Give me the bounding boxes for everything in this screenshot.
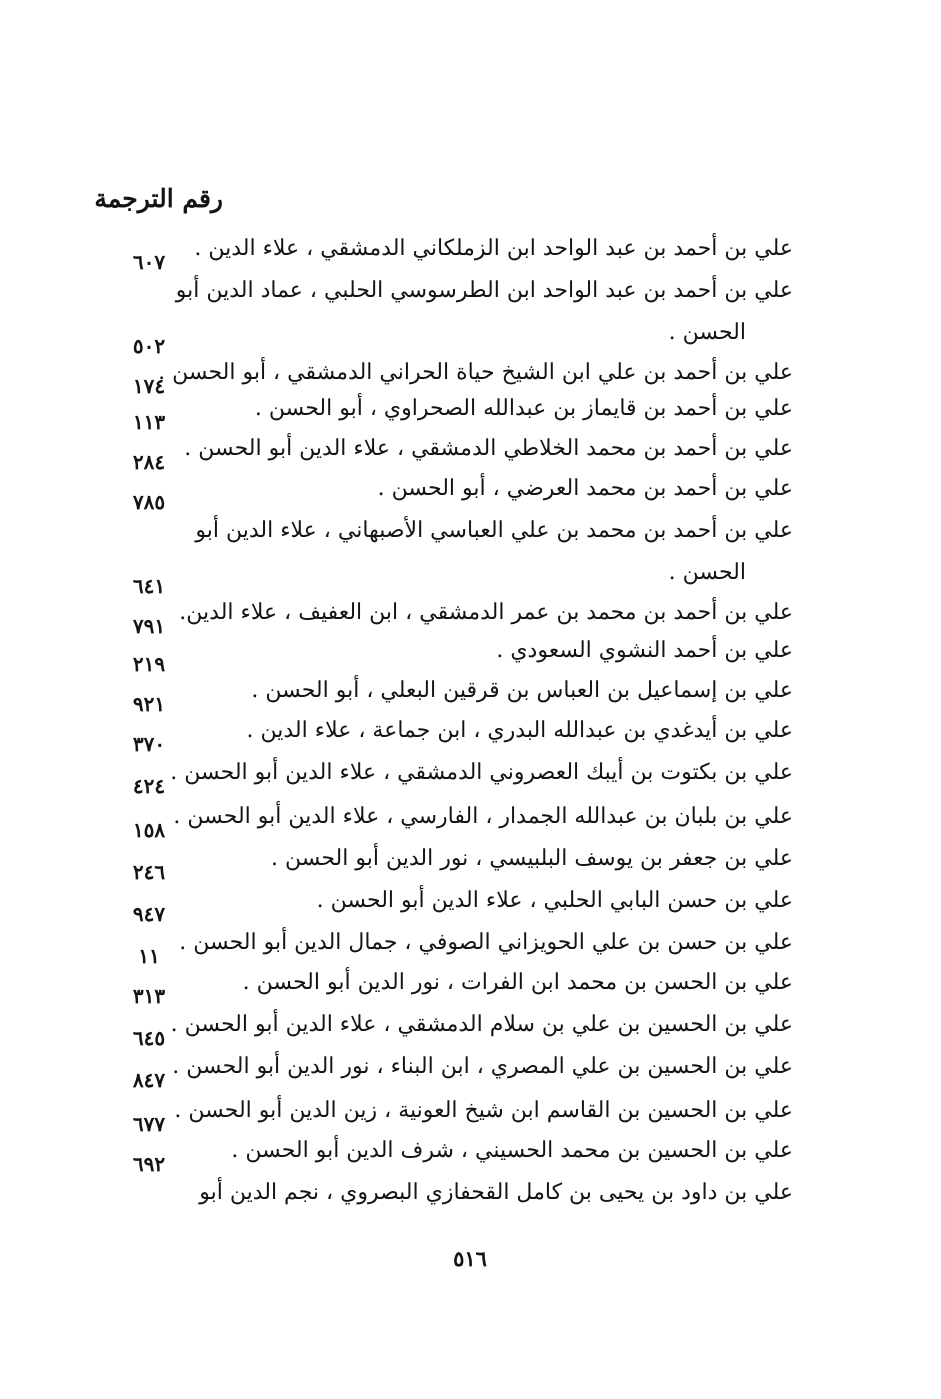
entry-number: ٢١٩ <box>132 652 166 676</box>
entry-number: ٥٠٢ <box>132 334 166 358</box>
entry-name: علي بن بكتوت بن أيبك العصروني الدمشقي ، علاء الدين أبو الحسن . <box>170 760 793 785</box>
entry-name: علي بن أحمد بن محمد بن عمر الدمشقي ، ابن العفيف ، علاء الدين. <box>179 600 793 625</box>
entry-number: ٢٤٦ <box>132 860 166 884</box>
entry-name: علي بن أحمد بن عبد الواحد ابن الزملكاني الدمشقي ، علاء الدين . <box>194 236 793 261</box>
entry-name: علي بن الحسن بن محمد ابن الفرات ، نور الدين أبو الحسن . <box>242 970 793 995</box>
entry-name: علي بن إسماعيل بن العباس بن قرقين البعلي ، أبو الحسن . <box>251 678 793 703</box>
entry-number: ٣١٣ <box>132 984 166 1008</box>
entry-number: ١١ <box>138 944 160 968</box>
entry-name: علي بن حسن البابي الحلبي ، علاء الدين أبو الحسن . <box>316 888 793 913</box>
entry-number: ٦٠٧ <box>132 250 166 274</box>
entry-name: علي بن حسن بن علي الحويزاني الصوفي ، جمال الدين أبو الحسن . <box>179 930 793 955</box>
entry-number: ٦٤١ <box>132 574 166 598</box>
entry-number: ١٥٨ <box>132 818 166 842</box>
page-number: ٥١٦ <box>453 1246 487 1271</box>
entry-number: ٦٧٧ <box>132 1112 166 1136</box>
entry-name: علي بن أحمد بن قايماز بن عبدالله الصحراوي ، أبو الحسن . <box>254 396 793 421</box>
entry-number: ٣٧٠ <box>132 732 166 756</box>
entry-name: علي بن أحمد بن محمد الخلاطي الدمشقي ، علاء الدين أبو الحسن . <box>184 436 793 461</box>
entry-number: ١٧٤ <box>132 374 166 398</box>
entry-name: علي بن الحسين بن علي بن سلام الدمشقي ، علاء الدين أبو الحسن . <box>170 1012 793 1037</box>
entry-name: علي بن أحمد بن عبد الواحد ابن الطرسوسي الحلبي ، عماد الدين أبو <box>175 278 793 303</box>
entry-name: علي بن بلبان بن عبدالله الجمدار ، الفارسي ، علاء الدين أبو الحسن . <box>173 804 793 829</box>
entry-name: علي بن أيدغدي بن عبدالله البدري ، ابن جماعة ، علاء الدين . <box>246 718 793 743</box>
entry-number: ٨٤٧ <box>132 1068 166 1092</box>
entry-name: علي بن أحمد النشوي السعودي . <box>496 638 793 663</box>
entry-number: ٢٨٤ <box>132 450 166 474</box>
entry-name: علي بن داود بن يحيى بن كامل القحفازي البصروي ، نجم الدين أبو <box>199 1180 793 1205</box>
entry-number: ٧٨٥ <box>132 490 166 514</box>
entry-number: ٩٤٧ <box>132 902 166 926</box>
entry-name: علي بن الحسين بن القاسم ابن شيخ العونية ، زين الدين أبو الحسن . <box>174 1098 793 1123</box>
entry-number: ١١٣ <box>132 410 166 434</box>
entry-number: ٧٩١ <box>132 614 166 638</box>
entry-number: ٦٤٥ <box>132 1026 166 1050</box>
entry-name: علي بن جعفر بن يوسف البلبيسي ، نور الدين أبو الحسن . <box>271 846 793 871</box>
entry-name-continuation: الحسن . <box>668 560 746 585</box>
entry-number: ٦٩٢ <box>132 1152 166 1176</box>
entry-name: علي بن أحمد بن محمد العرضي ، أبو الحسن . <box>377 476 793 501</box>
entry-name: علي بن الحسين بن محمد الحسيني ، شرف الدين أبو الحسن . <box>231 1138 793 1163</box>
entry-number: ٩٢١ <box>132 692 166 716</box>
entry-name: علي بن أحمد بن علي ابن الشيخ حياة الحراني الدمشقي ، أبو الحسن . <box>158 360 793 385</box>
page-header: رقم الترجمة <box>94 184 223 213</box>
entry-number: ٤٢٤ <box>132 774 166 798</box>
entry-name: علي بن الحسين بن علي المصري ، ابن البناء ، نور الدين أبو الحسن . <box>172 1054 793 1079</box>
entry-name-continuation: الحسن . <box>668 320 746 345</box>
entry-name: علي بن أحمد بن محمد بن علي العباسي الأصبهاني ، علاء الدين أبو <box>195 518 793 543</box>
